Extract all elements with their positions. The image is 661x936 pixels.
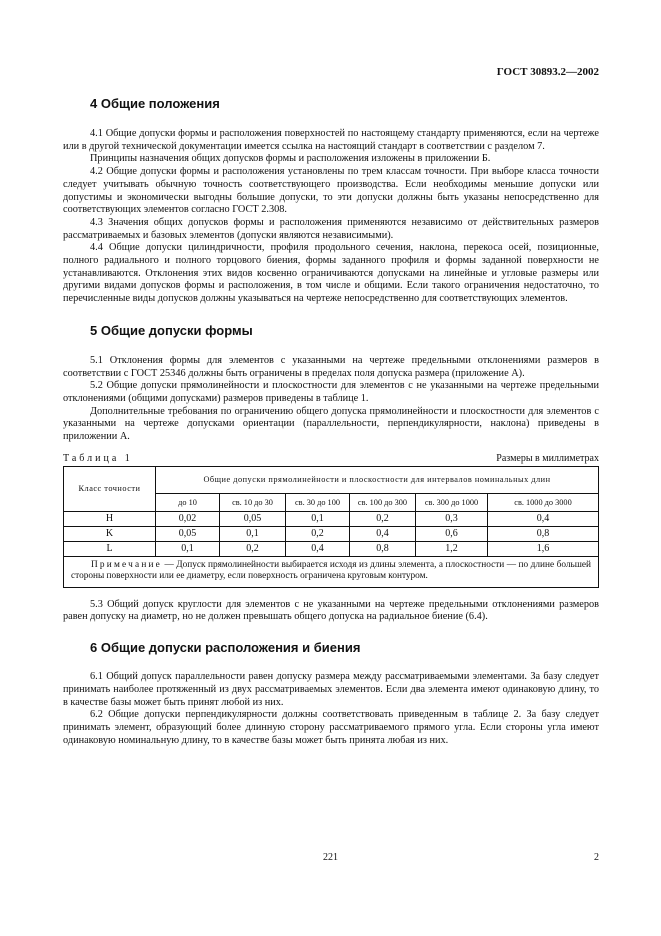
value-cell: 0,2 <box>286 526 350 541</box>
table-1-caption-row <box>63 453 599 464</box>
table-1-note-row <box>64 556 599 587</box>
section-6-title: 6 Общие допуски расположения и биения <box>90 640 361 656</box>
group-header: Общие допуски прямолинейности и плоскостности для интервалов номинальных длин <box>156 466 599 493</box>
value-cell: 0,05 <box>156 526 220 541</box>
value-cell: 0,6 <box>416 526 488 541</box>
table-1-units: Размеры в миллиметрах <box>496 452 599 464</box>
class-header: Класс точности <box>64 466 156 511</box>
value-cell: 1,2 <box>416 541 488 556</box>
value-cell: 0,05 <box>220 511 286 526</box>
paragraph-6-1: 6.1 Общий допуск параллельности равен допуску размера между рассматриваемыми элементами. За базу следует принимать наиболее протяженный из двух рассматриваемых элементов. Если два элемента имеют одинаковую длину, то в качестве базы может быть принят любой из них. <box>63 671 599 708</box>
value-cell: 0,4 <box>488 511 599 526</box>
class-cell: H <box>64 511 156 526</box>
table-1-note <box>64 556 599 587</box>
sheet-number: 2 <box>594 852 599 863</box>
table-row <box>64 511 599 526</box>
document-id: ГОСТ 30893.2—2002 <box>496 66 599 78</box>
section-4-title: 4 Общие положения <box>90 96 220 111</box>
value-cell: 0,1 <box>156 541 220 556</box>
paragraph-4-3: 4.3 Значения общих допусков формы и расположения применяются независимо от действительных размеров рассматриваемых и базовых элементов (допуски являются независимыми). <box>63 216 599 241</box>
paragraph-5-2-additional: Дополнительные требования по ограничению общего допуска прямолинейности и плоскостности для элементов с указанными на чертеже допусками ориентации (параллельности, перпендикулярности, наклона) приведены в приложении А. <box>63 405 599 443</box>
value-cell: 0,1 <box>220 526 286 541</box>
paragraph-4-4: 4.4 Общие допуски цилиндричности, профиля продольного сечения, наклона, перекоса осей, позиционные, полного радиального и полного торцового биения, формы заданного профиля и формы заданной поверхности не устанавливаются. Отклонения этих видов косвенно ограничиваются допусками на линейные и угловые размеры или другими видами допусков формы и расположения, в том числе и общими. Если такого ограничения недостаточно, то перечисленные виды допусков должны указываться на чертеже непосредственно для соответствующих элементов. <box>63 242 599 305</box>
paragraph-4-1: 4.1 Общие допуски формы и расположения поверхностей по настоящему стандарту применяются, если на чертеже или в другой технической документации имеется ссылка на настоящий стандарт в соответствии с разделом 7. <box>63 128 599 152</box>
paragraph-5-1: 5.1 Отклонения формы для элементов с указанными на чертеже предельными отклонениями размеров в соответствии с ГОСТ 25346 должны быть ограничены в пределах поля допуска размера (приложение А). <box>63 354 599 379</box>
class-cell: K <box>64 526 156 541</box>
table-1-header-row <box>64 466 599 493</box>
paragraph-5-2: 5.2 Общие допуски прямолинейности и плоскостности для элементов с не указанными на чертеже предельными отклонениями (общими допусками) размеров приведены в таблице 1. <box>63 380 599 404</box>
table-1 <box>63 466 599 588</box>
range-header: св. 300 до 1000 <box>416 493 488 511</box>
value-cell: 0,2 <box>220 541 286 556</box>
class-cell: L <box>64 541 156 556</box>
note-label: Примечание <box>91 559 162 570</box>
table-row <box>64 541 599 556</box>
section-5-title: 5 Общие допуски формы <box>90 322 253 338</box>
value-cell: 0,02 <box>156 511 220 526</box>
page-content <box>63 96 599 747</box>
range-header: св. 10 до 30 <box>220 493 286 511</box>
value-cell: 0,8 <box>488 526 599 541</box>
value-cell: 0,3 <box>416 511 488 526</box>
paragraph-4-2: 4.2 Общие допуски формы и расположения установлены по трем классам точности. При выборе класса точности следует учитывать обычную точность соответствующего производства. Если необходимы меньшие допуски или допустимы и экономически выгодны большие допуски, то эти допуски должны быть указаны непосредственно для соответствующих элементов согласно ГОСТ 2.308. <box>63 166 599 216</box>
range-header: св. 1000 до 3000 <box>488 493 599 511</box>
value-cell: 0,2 <box>350 511 416 526</box>
range-header: св. 100 до 300 <box>350 493 416 511</box>
paragraph-4-1-principles: Принципы назначения общих допусков формы и расположения изложены в приложении Б. <box>90 153 491 165</box>
value-cell: 0,1 <box>286 511 350 526</box>
note-text: — Допуск прямолинейности выбирается исходя из длины элемента, а плоскостности — по длине большей стороны поверхности или ее диаметру, если поверхность ограничена круговым контуром. <box>71 559 591 582</box>
range-header: св. 30 до 100 <box>286 493 350 511</box>
table-1-caption: Таблица 1 <box>63 452 133 464</box>
value-cell: 0,8 <box>350 541 416 556</box>
value-cell: 0,4 <box>286 541 350 556</box>
range-header: до 10 <box>156 493 220 511</box>
page-number: 221 <box>323 852 338 863</box>
value-cell: 0,4 <box>350 526 416 541</box>
paragraph-6-2: 6.2 Общие допуски перпендикулярности должны соответствовать приведенным в таблице 2. За базу следует принимать элемент, образующий более длинную сторону рассматриваемого прямого угла. Если стороны угла имеют одинаковую номинальную длину, то в качестве базы может быть принята любая из них. <box>63 709 599 746</box>
paragraph-5-3: 5.3 Общий допуск круглости для элементов с не указанными на чертеже предельными отклонениями размеров равен допуску на диаметр, но не должен превышать общего допуска на радиальное биение (6.4). <box>63 598 599 623</box>
value-cell: 1,6 <box>488 541 599 556</box>
table-row <box>64 526 599 541</box>
